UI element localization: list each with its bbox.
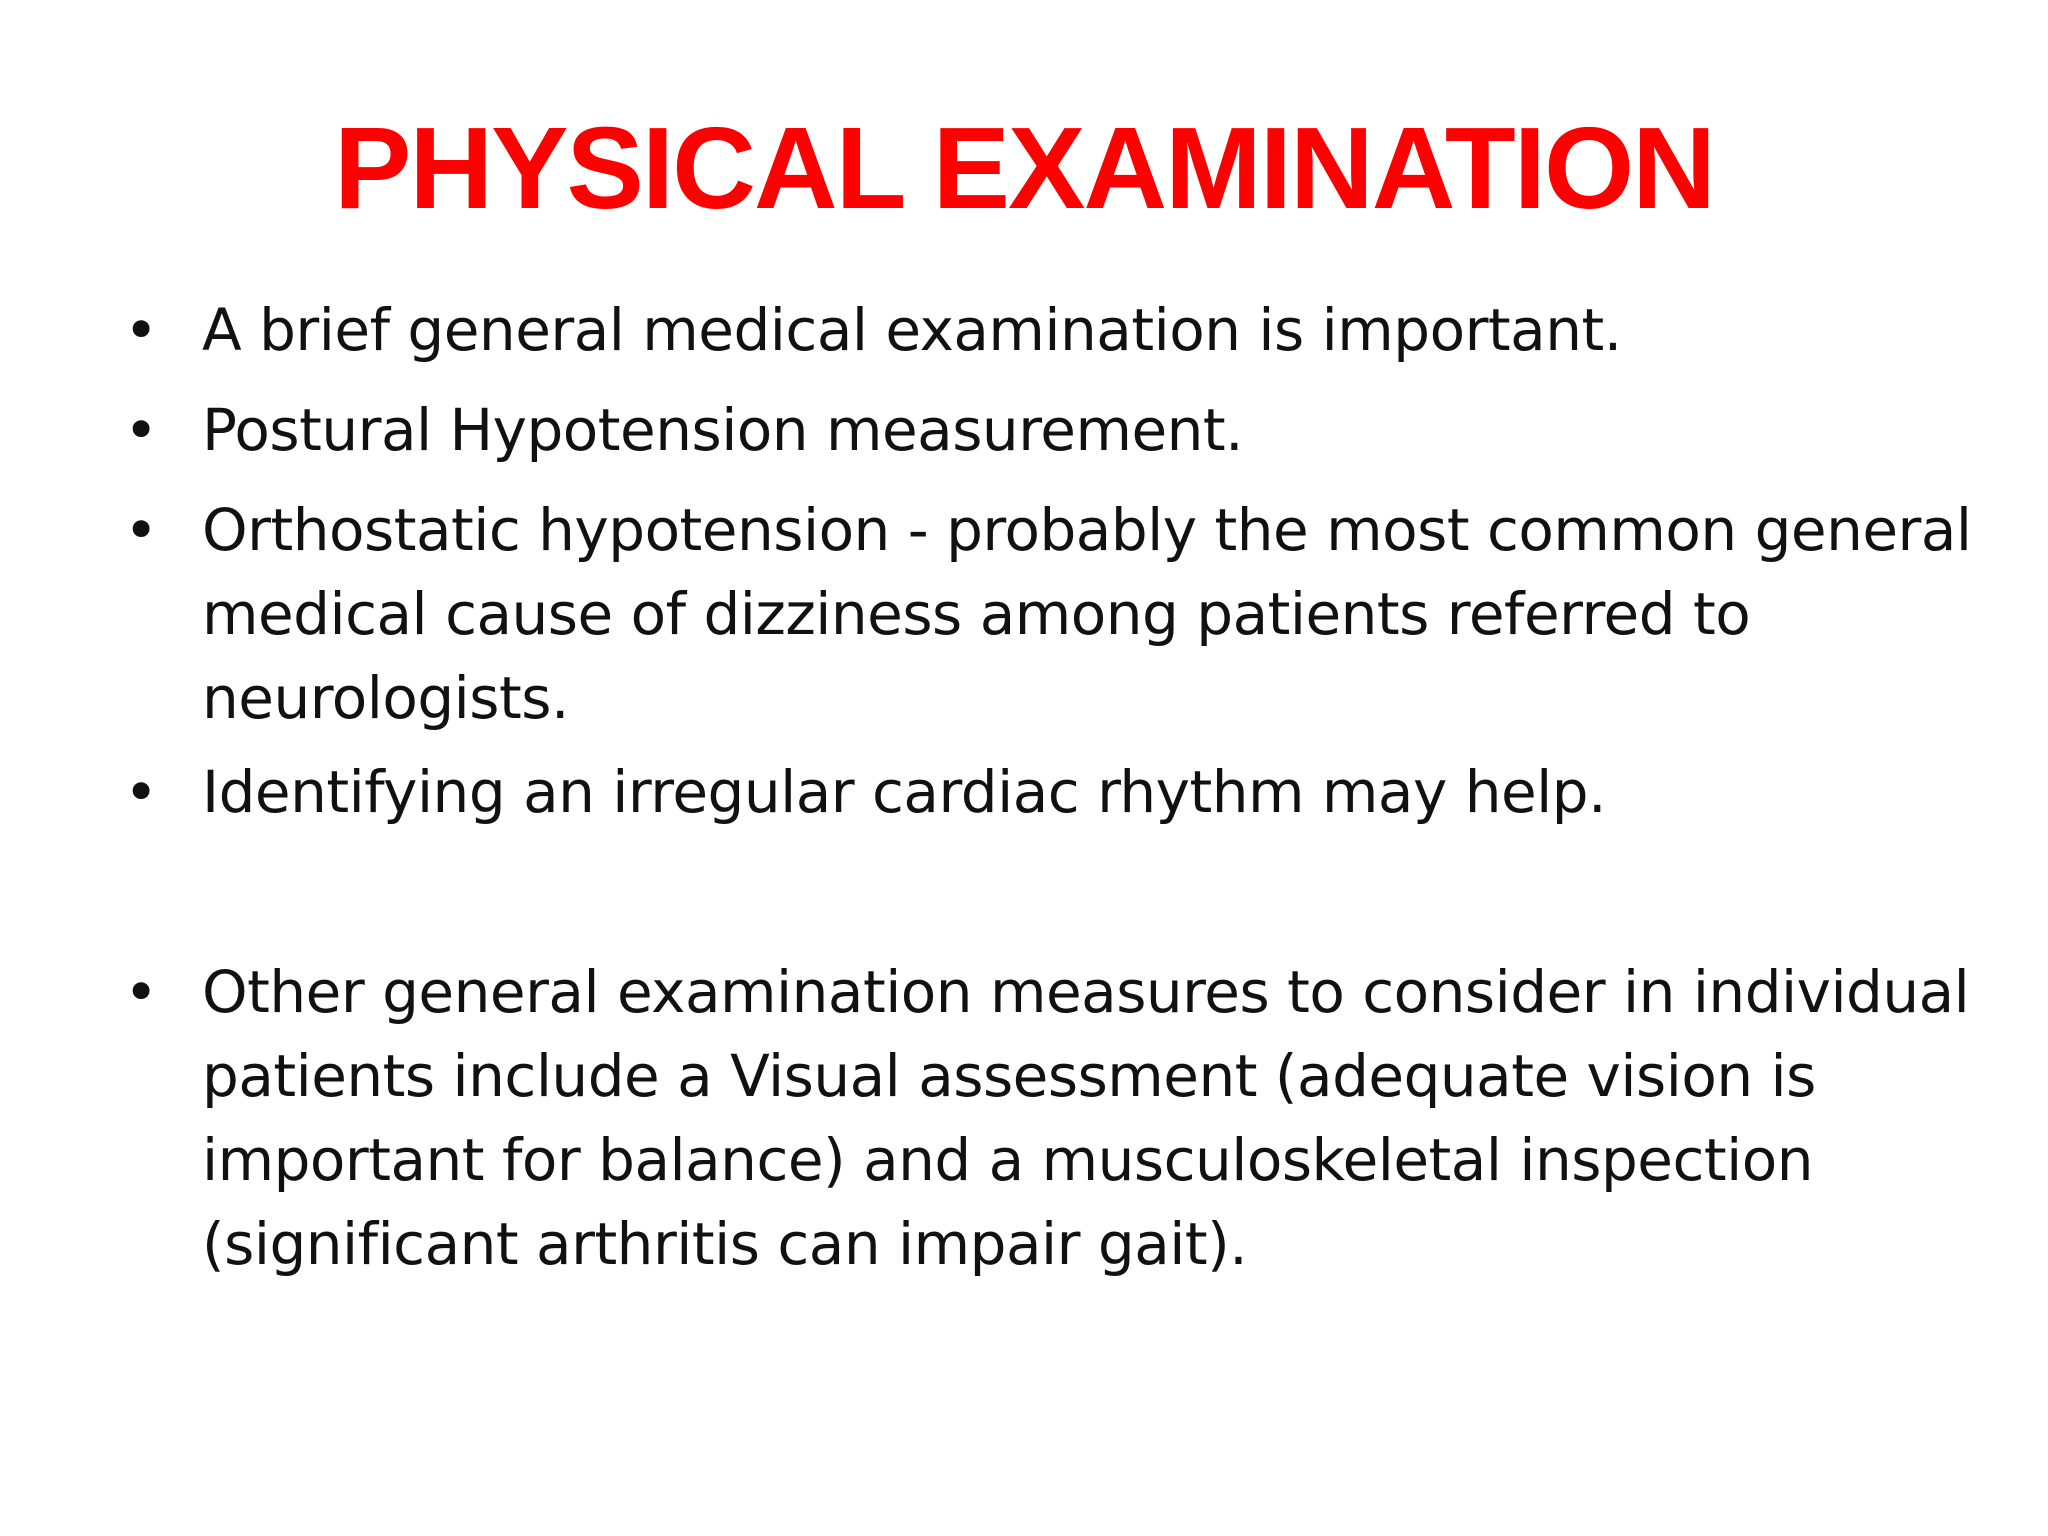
bullet-item — [124, 488, 1982, 740]
bullet-icon: • — [124, 496, 158, 564]
slide-title: PHYSICAL EXAMINATION — [333, 103, 1715, 233]
bullet-item — [124, 388, 1982, 472]
bullet-text: Orthostatic hypotension - probably the most common general medical cause of dizziness among patients referred to neurologists. — [202, 496, 1972, 732]
bullet-item — [124, 288, 1982, 372]
bullet-icon: • — [124, 296, 158, 364]
bullet-text: Postural Hypotension measurement. — [202, 396, 1244, 464]
bullet-item — [124, 750, 1982, 834]
bullet-text: Identifying an irregular cardiac rhythm may help. — [202, 758, 1607, 826]
bullet-item — [124, 950, 1982, 1286]
bullet-text: Other general examination measures to consider in individual patients include a Visual assessment (adequate vision is important for balance) and a musculoskeletal inspection (significant arthritis can impair gait). — [202, 958, 1970, 1278]
bullet-text: A brief general medical examination is important. — [202, 296, 1622, 364]
bullet-icon: • — [124, 958, 158, 1026]
bullet-icon: • — [124, 396, 158, 464]
bullet-icon: • — [124, 758, 158, 826]
